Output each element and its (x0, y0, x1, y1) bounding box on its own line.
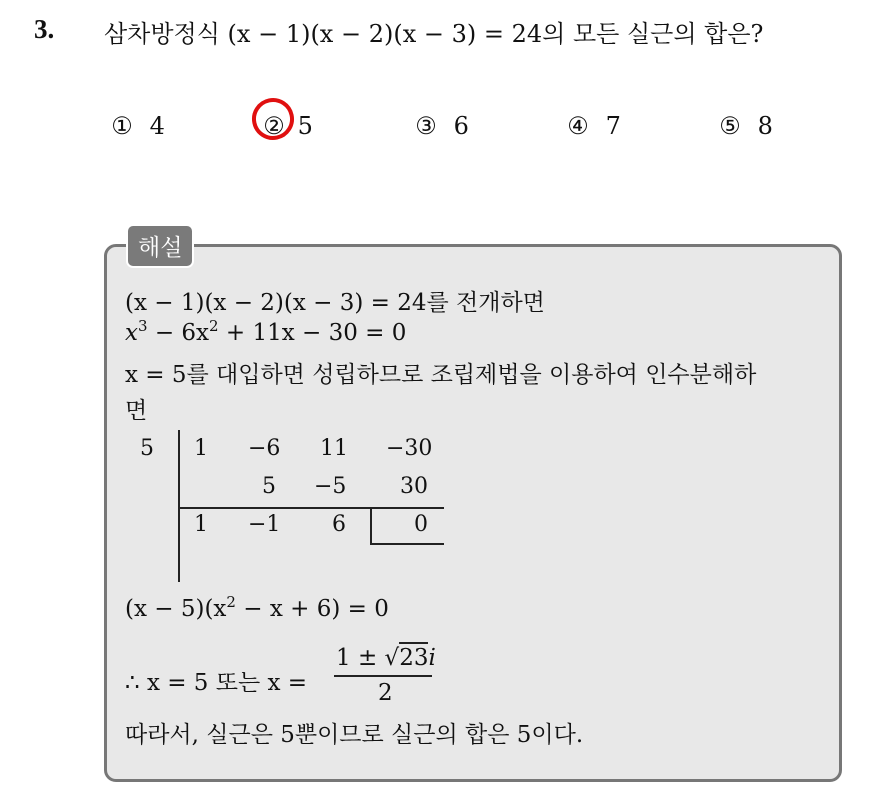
sqrt-radicand: 23 (399, 642, 428, 671)
cubic-exp-3: 3 (137, 317, 148, 335)
sd-horizontal-line (178, 507, 444, 509)
sd-row1-c2: −6 (248, 436, 281, 461)
sd-divisor: 5 (140, 436, 154, 461)
sd-row1-c1: 1 (194, 436, 208, 461)
question-number: 3. (34, 14, 55, 44)
imaginary-unit: i (428, 645, 436, 671)
choice-4-value: 7 (605, 112, 621, 140)
expanded-equation: (x − 1)(x − 2)(x − 3) = 24 (125, 290, 427, 316)
sd-row3-c2: −1 (248, 512, 281, 537)
sd-vertical-line (178, 430, 180, 582)
choice-3-value: 6 (453, 112, 469, 140)
choice-1-value: 4 (149, 112, 165, 140)
cubic-rest: + 11x − 30 = 0 (218, 320, 407, 346)
explanation-line-2 (125, 317, 407, 346)
sd-remainder-box-left (370, 507, 372, 545)
question-text: 삼차방정식 (x − 1)(x − 2)(x − 3) = 24의 모든 실근의 합은? (104, 20, 764, 48)
cubic-exp-2: 2 (209, 317, 219, 335)
choice-5[interactable] (718, 112, 773, 140)
choice-2-mark: ② (263, 112, 285, 140)
choice-3-mark: ③ (415, 112, 437, 140)
factored-exp: 2 (226, 593, 236, 611)
cubic-x: x (125, 320, 138, 346)
expand-text: 를 전개하면 (426, 290, 545, 316)
explanation-line-4: 면 (125, 398, 148, 424)
sd-row1-c3: 11 (320, 436, 348, 461)
sd-row2-c2: 5 (262, 474, 276, 499)
choice-4-mark: ④ (567, 112, 589, 140)
fraction-numerator (336, 645, 436, 671)
frac-num-a: 1 ± (336, 645, 385, 671)
fraction-denominator: 2 (378, 680, 393, 706)
conclusion: 따라서, 실근은 5뿐이므로 실근의 합은 5이다. (125, 722, 584, 748)
choice-3[interactable] (414, 112, 469, 140)
sd-row2-c4: 30 (400, 474, 428, 499)
factored-equation (125, 593, 389, 622)
cubic-term-2: − 6x (147, 320, 210, 346)
choice-2-value: 5 (297, 112, 313, 140)
choice-4[interactable] (566, 112, 621, 140)
explanation-tag: 해설 (126, 224, 194, 268)
sd-row3-c4: 0 (414, 512, 428, 537)
factored-part-b: − x + 6) = 0 (235, 596, 389, 622)
sd-row3-c3: 6 (332, 512, 346, 537)
explanation-line-1 (125, 284, 545, 317)
factored-part-a: (x − 5)(x (125, 596, 227, 622)
choice-1[interactable] (110, 112, 165, 140)
sd-row1-c4: −30 (386, 436, 433, 461)
choice-1-mark: ① (111, 112, 133, 140)
fraction-bar (334, 675, 432, 677)
therefore-line: ∴ x = 5 또는 x = (125, 670, 308, 696)
sd-row2-c3: −5 (314, 474, 347, 499)
explanation-line-3: x = 5를 대입하면 성립하므로 조립제법을 이용하여 인수분해하 (125, 362, 757, 388)
choice-5-mark: ⑤ (719, 112, 741, 140)
sd-remainder-box-bottom (370, 543, 444, 545)
choice-5-value: 8 (757, 112, 773, 140)
sqrt-sign: √ (384, 645, 400, 671)
sd-row3-c1: 1 (194, 512, 208, 537)
